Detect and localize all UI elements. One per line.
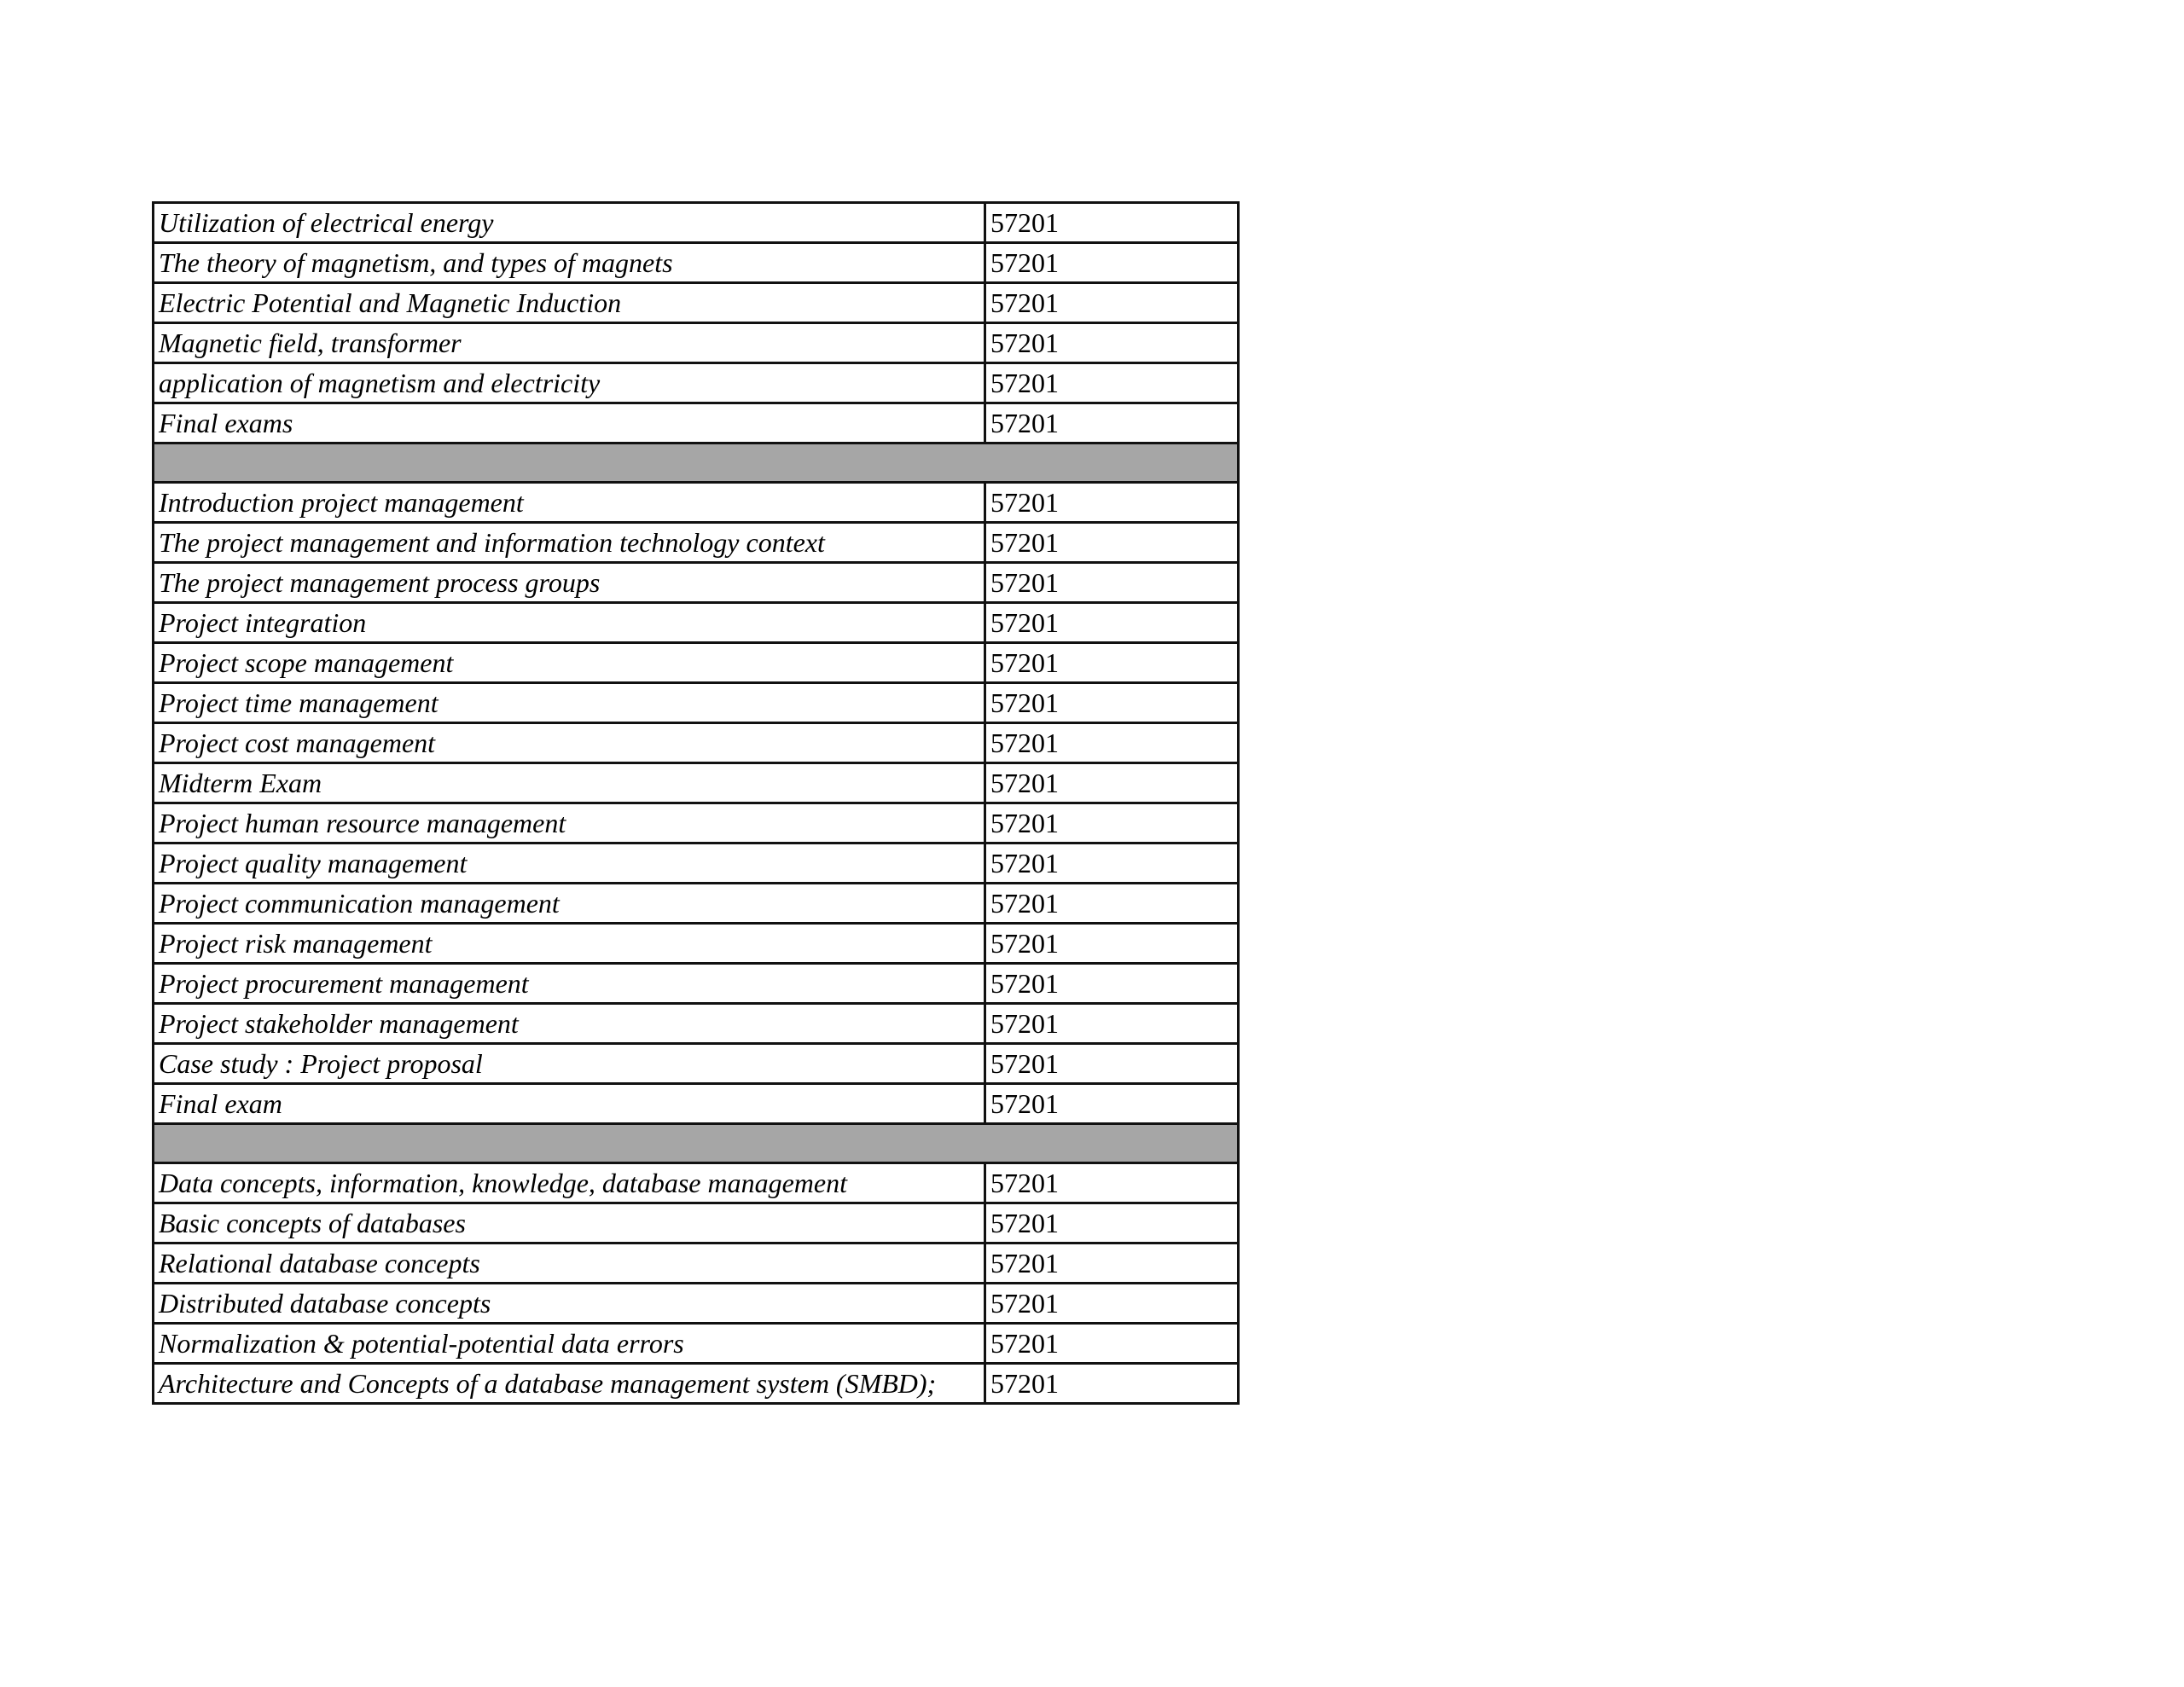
code-cell: 57201 [985,1364,1239,1404]
table-row [154,1044,1239,1084]
code-cell: 57201 [985,924,1239,964]
topic-cell: Project quality management [154,844,985,884]
table-row [154,1284,1239,1324]
table-row [154,283,1239,323]
table-row [154,523,1239,563]
code-cell: 57201 [985,1203,1239,1244]
table-row [154,1163,1239,1203]
table-row [154,483,1239,523]
code-cell: 57201 [985,643,1239,683]
code-cell: 57201 [985,203,1239,243]
code-cell: 57201 [985,1004,1239,1044]
table-row [154,1364,1239,1404]
table-row [154,844,1239,884]
table-row [154,924,1239,964]
topic-cell: Project stakeholder management [154,1004,985,1044]
topic-cell: Project cost management [154,723,985,763]
topic-cell: Midterm Exam [154,763,985,803]
code-cell: 57201 [985,403,1239,443]
table-row [154,1244,1239,1284]
table-row [154,1084,1239,1124]
code-cell: 57201 [985,323,1239,363]
topic-cell: Project risk management [154,924,985,964]
code-cell: 57201 [985,563,1239,603]
table-body [154,203,1239,1404]
topic-cell: Magnetic field, transformer [154,323,985,363]
topic-cell: Project time management [154,683,985,723]
topic-cell: Electric Potential and Magnetic Induction [154,283,985,323]
topic-cell: Project communication management [154,884,985,924]
code-cell: 57201 [985,1244,1239,1284]
table-row [154,363,1239,403]
topic-cell: application of magnetism and electricity [154,363,985,403]
separator-cell [154,1124,1239,1163]
section-separator [154,443,1239,483]
table-row [154,603,1239,643]
code-cell: 57201 [985,483,1239,523]
table-row [154,243,1239,283]
table-row [154,563,1239,603]
table-row [154,763,1239,803]
table-row [154,1324,1239,1364]
code-cell: 57201 [985,1084,1239,1124]
table-row [154,643,1239,683]
code-cell: 57201 [985,1284,1239,1324]
code-cell: 57201 [985,243,1239,283]
code-cell: 57201 [985,884,1239,924]
topic-cell: Final exam [154,1084,985,1124]
topic-cell: The project management and information technology context [154,523,985,563]
topic-cell: The project management process groups [154,563,985,603]
topic-cell: Project scope management [154,643,985,683]
topic-cell: Basic concepts of databases [154,1203,985,1244]
table-row [154,803,1239,844]
topic-cell: The theory of magnetism, and types of magnets [154,243,985,283]
topic-cell: Data concepts, information, knowledge, database management [154,1163,985,1203]
code-cell: 57201 [985,844,1239,884]
topic-cell: Case study : Project proposal [154,1044,985,1084]
table-row [154,723,1239,763]
table-row [154,884,1239,924]
code-cell: 57201 [985,523,1239,563]
topic-cell: Distributed database concepts [154,1284,985,1324]
topic-cell: Project integration [154,603,985,643]
code-cell: 57201 [985,763,1239,803]
table-row [154,964,1239,1004]
table-row [154,1203,1239,1244]
code-cell: 57201 [985,603,1239,643]
topic-cell: Normalization & potential-potential data errors [154,1324,985,1364]
table-row [154,203,1239,243]
table-row [154,323,1239,363]
table-row [154,683,1239,723]
code-cell: 57201 [985,964,1239,1004]
topic-cell: Final exams [154,403,985,443]
topic-cell: Introduction project management [154,483,985,523]
topic-cell: Project human resource management [154,803,985,844]
code-cell: 57201 [985,1324,1239,1364]
course-topics-table [152,201,1240,1405]
topic-cell: Project procurement management [154,964,985,1004]
code-cell: 57201 [985,1163,1239,1203]
topic-cell: Relational database concepts [154,1244,985,1284]
code-cell: 57201 [985,283,1239,323]
code-cell: 57201 [985,723,1239,763]
table-row [154,403,1239,443]
code-cell: 57201 [985,1044,1239,1084]
topic-cell: Utilization of electrical energy [154,203,985,243]
section-separator [154,1124,1239,1163]
topic-cell: Architecture and Concepts of a database management system (SMBD); [154,1364,985,1404]
table-row [154,1004,1239,1044]
code-cell: 57201 [985,683,1239,723]
code-cell: 57201 [985,363,1239,403]
separator-cell [154,443,1239,483]
code-cell: 57201 [985,803,1239,844]
